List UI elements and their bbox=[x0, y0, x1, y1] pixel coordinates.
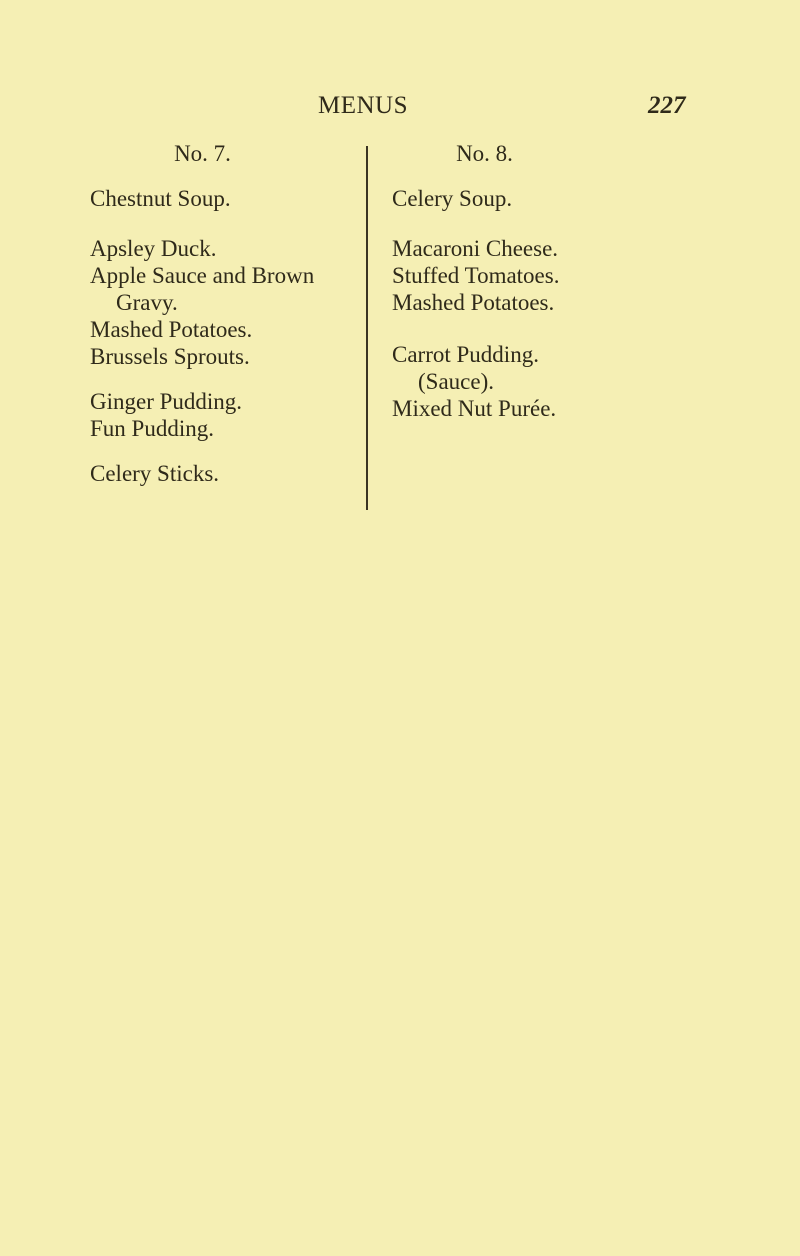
menu-item: Mashed Potatoes. bbox=[392, 289, 555, 315]
menu-item: Celery Sticks. bbox=[90, 460, 220, 486]
page-number: 227 bbox=[648, 92, 686, 119]
menu-course-pudding bbox=[90, 388, 360, 442]
menu-item: Mixed Nut Purée. bbox=[392, 395, 557, 421]
menu-course-main bbox=[90, 235, 360, 370]
menu-item-continuation: (Sauce). bbox=[418, 368, 494, 394]
menu-item: Carrot Pudding. bbox=[392, 341, 539, 367]
menu-heading: No. 8. bbox=[456, 141, 513, 166]
menu-item: Mashed Potatoes. bbox=[90, 316, 253, 342]
menu-item: Macaroni Cheese. bbox=[392, 235, 559, 261]
menu-item: Chestnut Soup. bbox=[90, 185, 231, 211]
menu-item-continuation: Gravy. bbox=[116, 289, 178, 315]
menu-course-pudding bbox=[392, 341, 632, 422]
menu-item: Celery Soup. bbox=[392, 185, 513, 211]
column-divider bbox=[366, 146, 368, 510]
menu-item: Apsley Duck. bbox=[90, 235, 217, 261]
menu-item: Stuffed Tomatoes. bbox=[392, 262, 560, 288]
menu-no-8 bbox=[392, 140, 632, 440]
menu-heading: No. 7. bbox=[174, 141, 231, 166]
running-header: MENUS bbox=[317, 92, 408, 119]
menu-course-extra bbox=[90, 460, 360, 487]
menu-course-soup bbox=[392, 185, 632, 212]
menu-course-soup bbox=[90, 185, 360, 212]
menu-item: Brussels Sprouts. bbox=[90, 343, 250, 369]
menu-item: Apple Sauce and Brown bbox=[90, 262, 315, 288]
menu-no-7 bbox=[90, 140, 360, 505]
menu-item: Ginger Pudding. bbox=[90, 388, 243, 414]
menu-course-main bbox=[392, 235, 632, 316]
menu-item: Fun Pudding. bbox=[90, 415, 214, 441]
